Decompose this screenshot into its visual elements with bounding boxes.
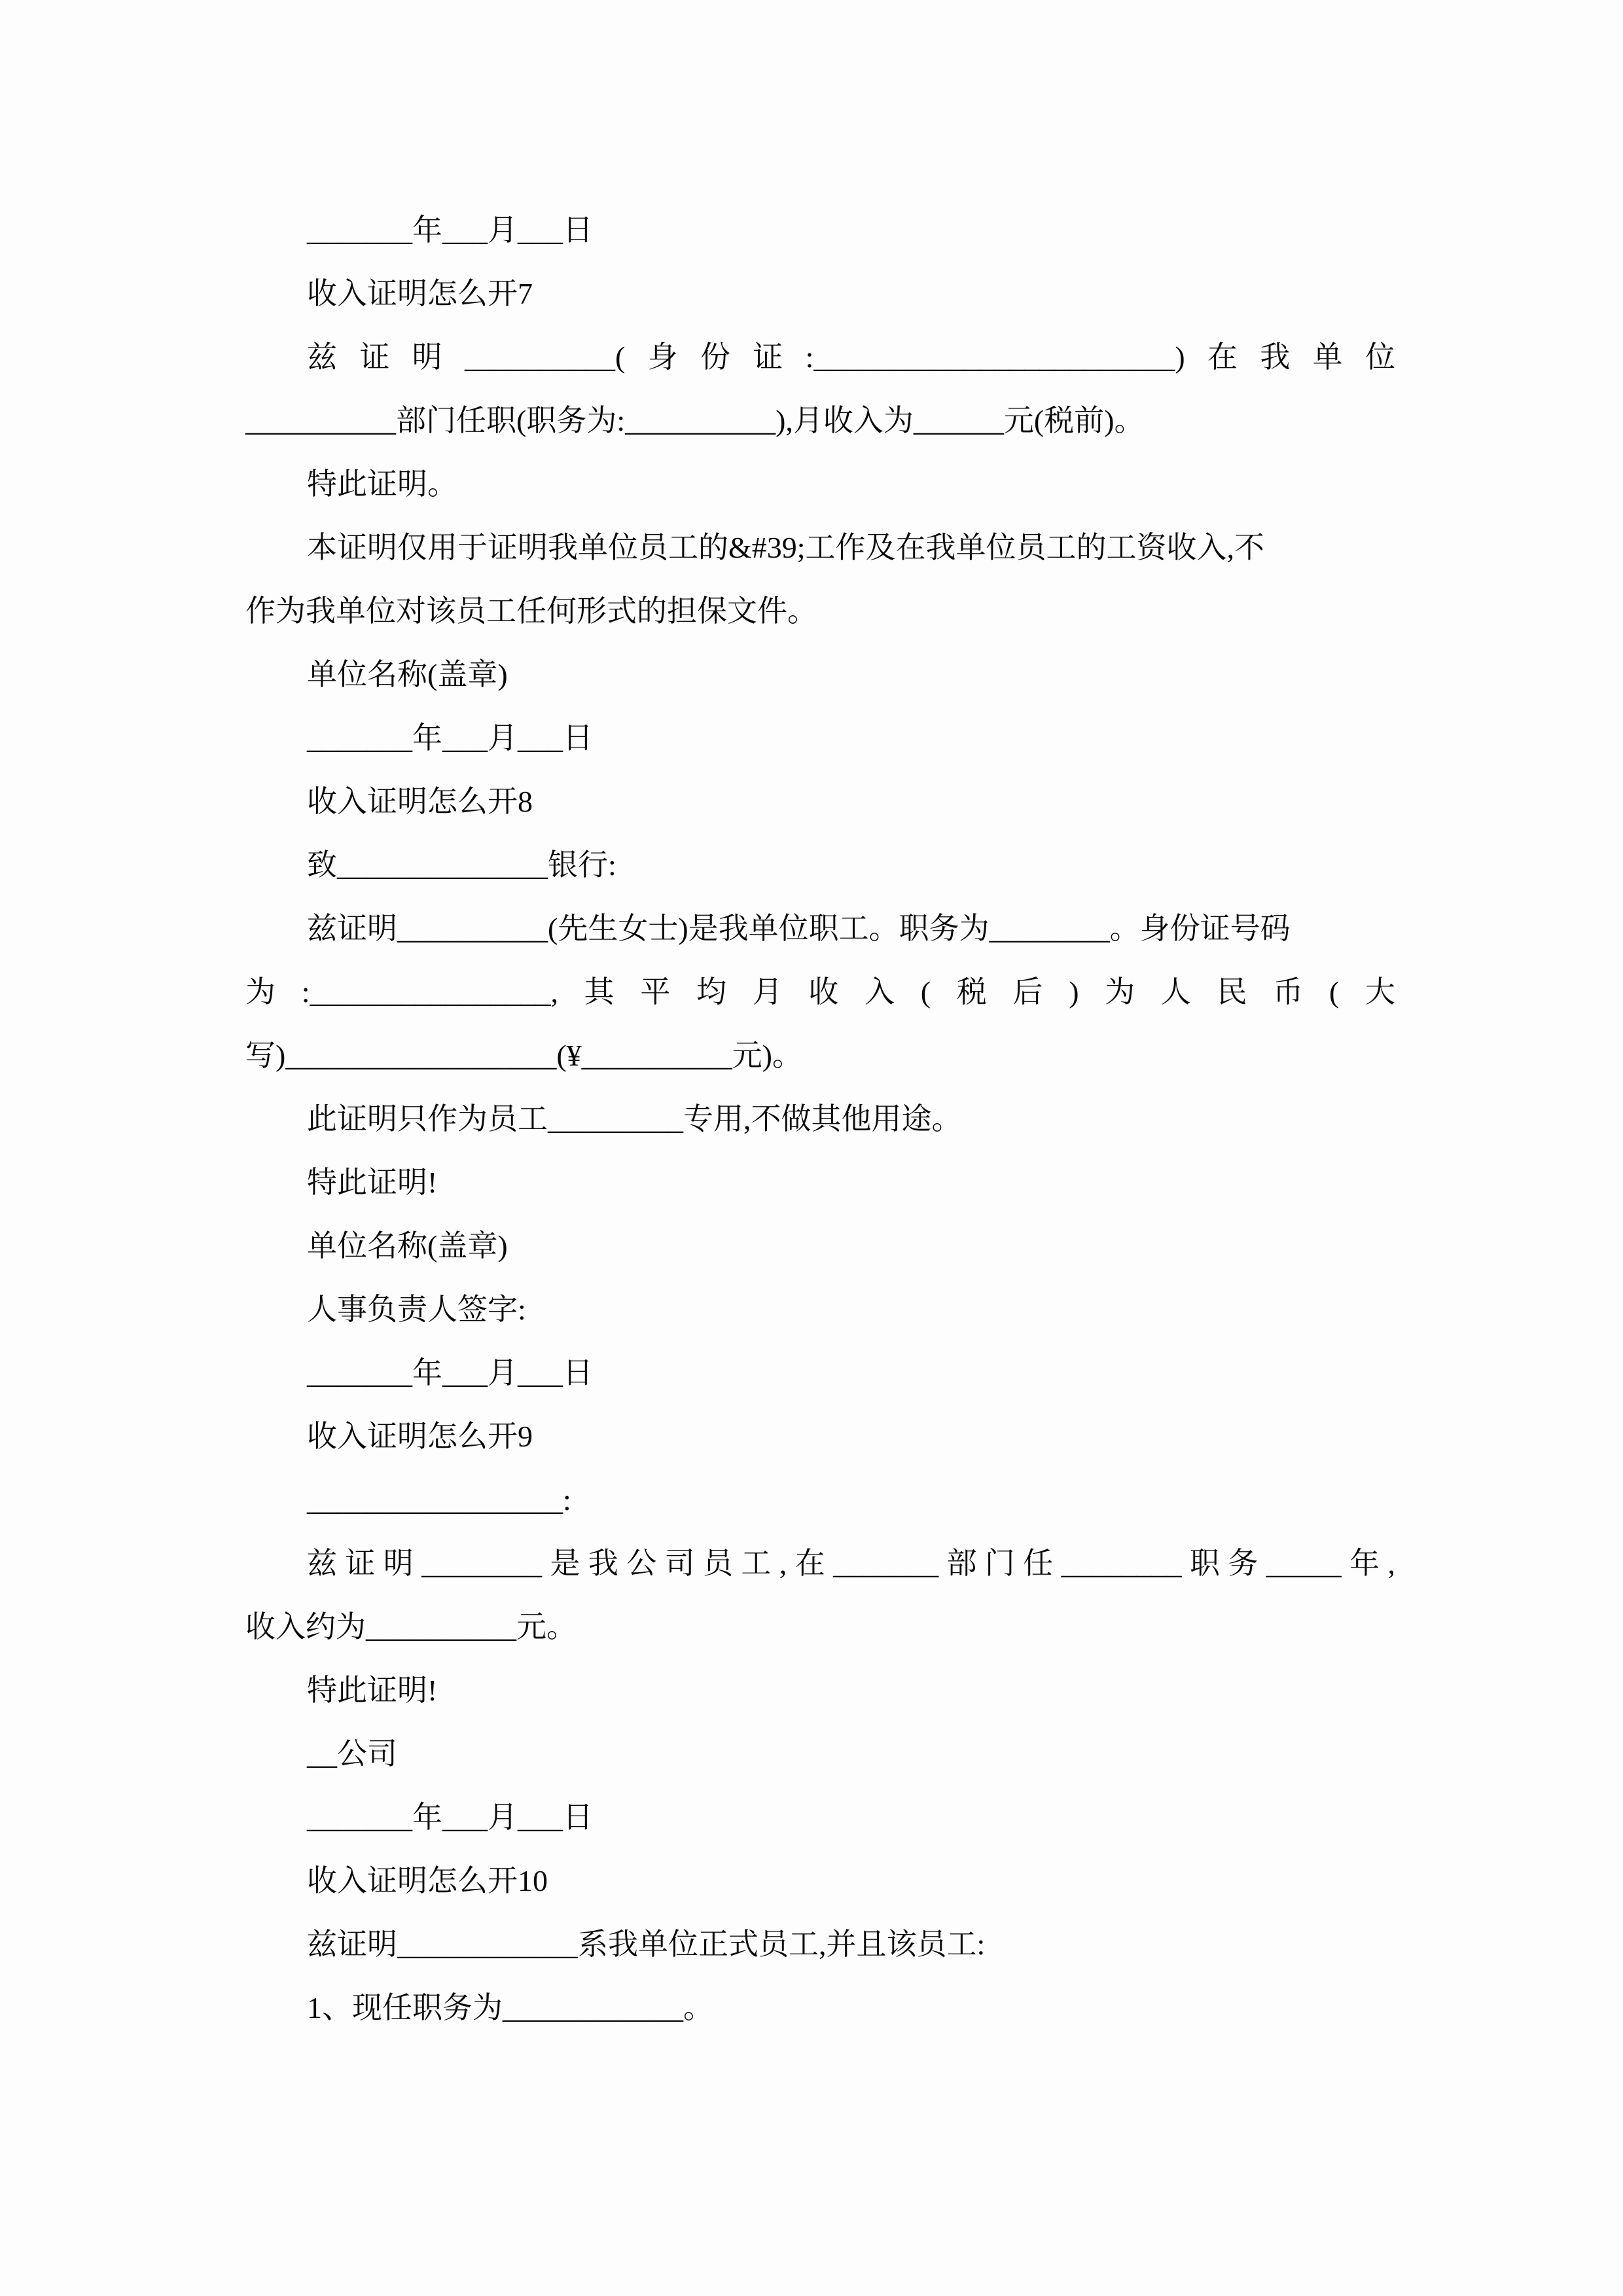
document-line: 1、现任职务为____________。 <box>307 1991 713 2024</box>
document-line: _______年___月___日 <box>307 721 593 755</box>
document-line: 此证明只作为员工_________专用,不做其他用途。 <box>307 1102 962 1136</box>
document-line: 收入证明怎么开9 <box>307 1420 533 1453</box>
document-line: 兹证明__________(身份证:________________________)在我单位 <box>307 340 1395 374</box>
document-line: 单位名称(盖章) <box>307 658 508 691</box>
document-line: 致______________银行: <box>307 848 616 882</box>
document-line: 作为我单位对该员工任何形式的担保文件。 <box>245 594 817 628</box>
document-line: 特此证明! <box>307 1674 438 1707</box>
document-line: _________________: <box>307 1483 571 1516</box>
document-line: 写)__________________(¥__________元)。 <box>245 1039 802 1072</box>
document-line: 单位名称(盖章) <box>307 1229 508 1263</box>
document-line: 兹证明____________系我单位正式员工,并且该员工: <box>307 1928 986 1961</box>
document-line: 收入证明怎么开10 <box>307 1864 548 1897</box>
document-line: _______年___月___日 <box>307 1801 593 1834</box>
document-line: 兹证明__________(先生女士)是我单位职工。职务为________。身份证号码 <box>307 912 1291 945</box>
document-line: 特此证明。 <box>307 467 457 501</box>
document-line: __公司 <box>307 1737 397 1770</box>
document-line: _______年___月___日 <box>307 213 593 247</box>
document-line: 为:________________,其平均月收入(税后)为人民币(大 <box>245 975 1395 1009</box>
document-line: 收入证明怎么开8 <box>307 785 533 818</box>
document-line: 收入证明怎么开7 <box>307 277 533 310</box>
document-line: 兹证明________是我公司员工,在_______部门任________职务_____年, <box>307 1547 1395 1580</box>
document-line: 收入约为__________元。 <box>245 1610 577 1643</box>
document-line: 人事负责人签字: <box>307 1293 526 1326</box>
document-line: __________部门任职(职务为:__________),月收入为______元(税前)。 <box>245 404 1145 437</box>
document-line: 特此证明! <box>307 1166 438 1199</box>
document-line: _______年___月___日 <box>307 1356 593 1390</box>
document-line: 本证明仅用于证明我单位员工的&#39;工作及在我单位员工的工资收入,不 <box>307 531 1265 564</box>
document-body <box>245 198 1395 2039</box>
